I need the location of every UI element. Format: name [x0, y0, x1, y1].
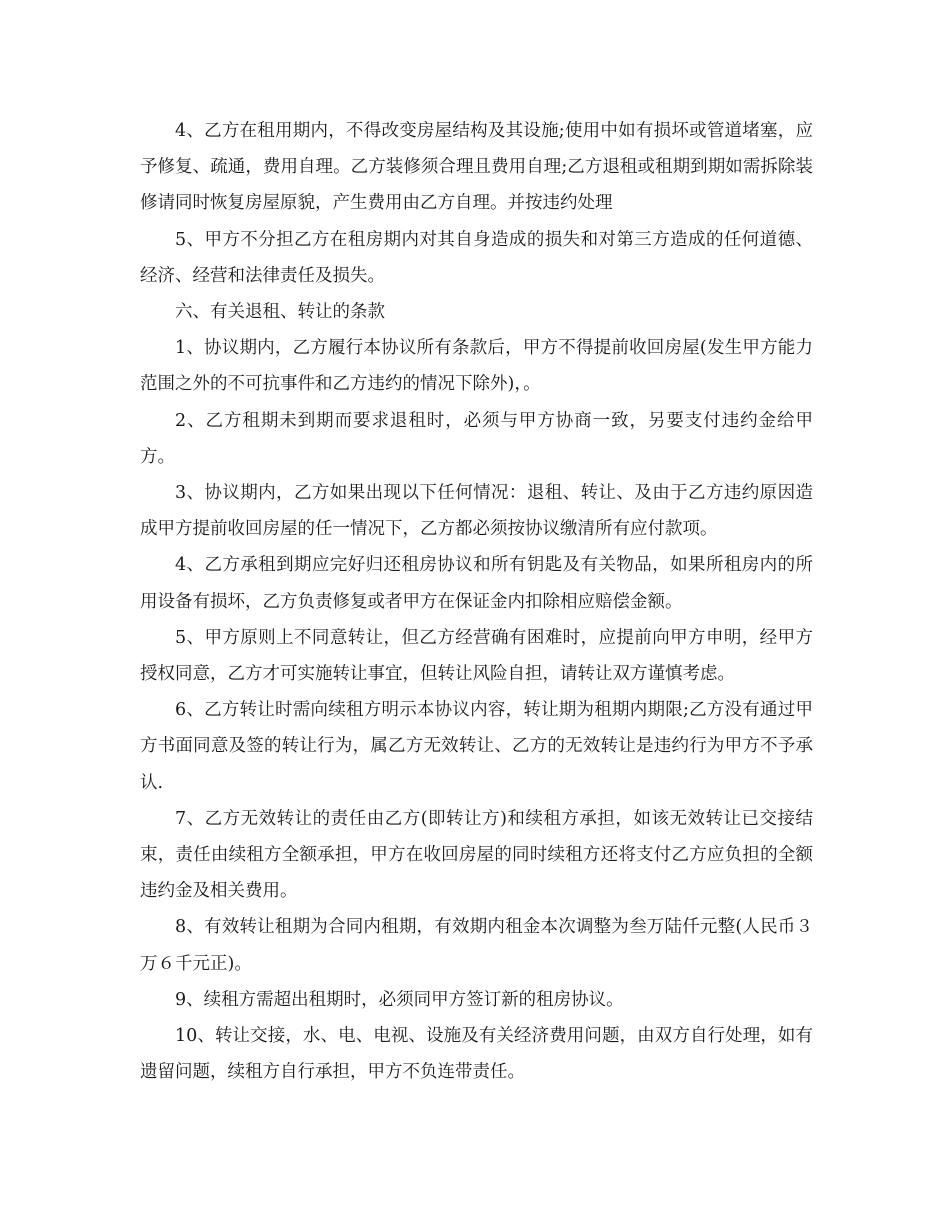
clause-4-facilities: 4、乙方在租用期内，不得改变房屋结构及其设施;使用中如有损坏或管道堵塞，应予修复、疏通，费用自理。乙方装修须合理且费用自理;乙方退租或租期到期如需拆除装修请同时恢复房屋原貌，产生费用由乙方自理。并按违约处理 — [140, 121, 813, 214]
clause-5-transfer-consent: 5、甲方原则上不同意转让，但乙方经营确有困难时，应提前向甲方申明，经甲方授权同意，乙方才可实施转让事宜，但转让风险自担，请转让双方谨慎考虑。 — [140, 627, 813, 685]
clause-8-valid-transfer-term: 8、有效转让租期为合同内租期，有效期内租金本次调整为叁万陆仟元整(人民币３万６千元正)。 — [140, 917, 813, 974]
clause-2-early-termination: 2、乙方租期未到期而要求退租时，必须与甲方协商一致，另要支付违约金给甲方。 — [140, 410, 813, 467]
clause-3-payment-obligation: 3、协议期内，乙方如果出现以下任何情况：退租、转让、及由于乙方违约原因造成甲方提前收回房屋的任一情况下，乙方都必须按协议缴清所有应付款项。 — [140, 483, 813, 540]
clause-5-liability: 5、甲方不分担乙方在租房期内对其自身造成的损失和对第三方造成的任何道德、经济、经营和法律责任及损失。 — [140, 229, 813, 286]
section-heading-termination-transfer: 六、有关退租、转让的条款 — [175, 302, 385, 323]
clause-6-transfer-disclosure: 6、乙方转让时需向续租方明示本协议内容，转让期为租期内期限;乙方没有通过甲方书面同意及签的转让行为，属乙方无效转让、乙方的无效转让是违约行为甲方不予承认. — [140, 700, 813, 793]
clause-4-return-items: 4、乙方承租到期应完好归还租房协议和所有钥匙及有关物品，如果所租房内的所用设备有损坏，乙方负责修复或者甲方在保证金内扣除相应赔偿金额。 — [140, 555, 813, 612]
clause-1-no-early-recovery: 1、协议期内，乙方履行本协议所有条款后，甲方不得提前收回房屋(发生甲方能力范围之外的不可抗事件和乙方违约的情况下除外)，。 — [140, 338, 813, 395]
clause-10-handover: 10、转让交接，水、电、电视、设施及有关经济费用问题，由双方自行处理，如有遗留问题，续租方自行承担，甲方不负连带责任。 — [140, 1026, 813, 1083]
clause-7-invalid-transfer: 7、乙方无效转让的责任由乙方(即转让方)和续租方承担，如该无效转让已交接结束，责任由续租方全额承担，甲方在收回房屋的同时续租方还将支付乙方应负担的全额违约金及相关费用。 — [140, 808, 813, 902]
clause-9-renewal: 9、续租方需超出租期时，必须同甲方签订新的租房协议。 — [175, 989, 624, 1010]
document-page — [140, 113, 813, 1090]
